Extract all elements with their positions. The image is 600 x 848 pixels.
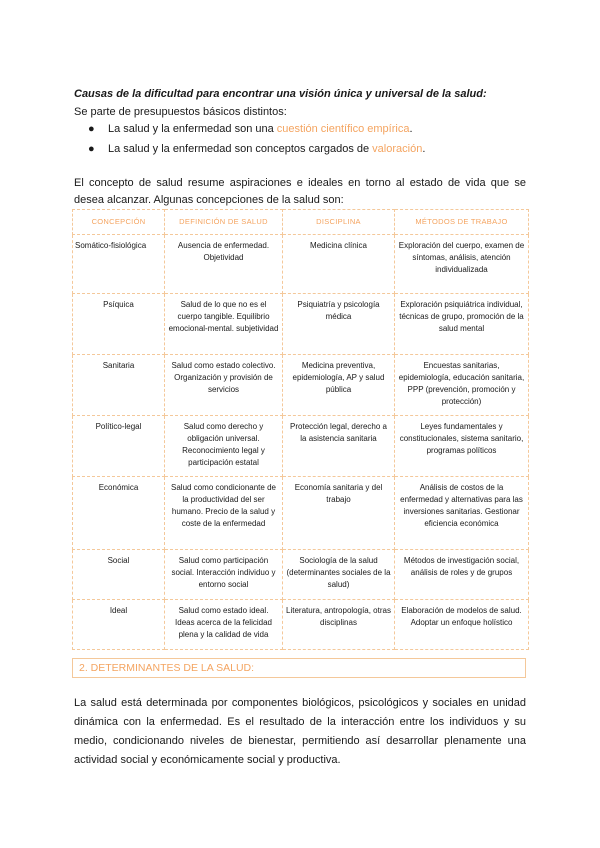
cell-metodos: Exploración psiquiátrica individual, técnicas de grupo, promoción de la salud mental (395, 294, 529, 355)
determinants-paragraph: La salud está determinada por componentes biológicos, psicológicos y sociales en unidad dinámica con la enfermedad. Es el resultado de la interacción entre los individuos y su medio, condicionando niveles de bienestar, permitiendo así desarrollar plenamente una actividad social y económicamente social y productiva. (74, 697, 526, 766)
conceptions-table (72, 209, 529, 650)
highlight-term: cuestión científico empírica (276, 123, 410, 135)
cell-disciplina: Protección legal, derecho a la asistencia sanitaria (283, 416, 395, 477)
cell-metodos: Métodos de investigación social, análisis de roles y de grupos (395, 550, 529, 600)
table-header-row (73, 210, 529, 235)
bullet-item (74, 143, 425, 163)
cell-concepcion: Psíquica (73, 294, 165, 355)
table-row (73, 355, 529, 416)
cell-definicion: Salud como derecho y obligación universal. Reconocimiento legal y participación estatal (165, 416, 283, 477)
intro-title: Causas de la dificultad para encontrar una visión única y universal de la salud: (74, 88, 487, 100)
cell-concepcion: Político-legal (73, 416, 165, 477)
cell-metodos: Exploración del cuerpo, examen de síntomas, análisis, atención individualizada (395, 235, 529, 294)
cell-definicion: Salud como condicionante de la productividad del ser humano. Precio de la salud y coste de la enfermedad (165, 477, 283, 550)
cell-definicion: Salud como estado ideal. Ideas acerca de la felicidad plena y la calidad de vida (165, 600, 283, 650)
table-row (73, 550, 529, 600)
cell-definicion: Salud como participación social. Interacción individuo y entorno social (165, 550, 283, 600)
cell-concepcion: Social (73, 550, 165, 600)
cell-concepcion: Ideal (73, 600, 165, 650)
bullet-icon: ● (88, 123, 95, 135)
header-disciplina: DISCIPLINA (283, 210, 395, 235)
section-heading-box (72, 658, 526, 678)
cell-concepcion: Somático-fisiológica (73, 235, 165, 294)
bullet-text: La salud y la enfermedad son una (108, 123, 277, 135)
cell-definicion: Salud de lo que no es el cuerpo tangible. Equilibrio emocional-mental. subjetividad (165, 294, 283, 355)
header-definicion: DEFINICIÓN DE SALUD (165, 210, 283, 235)
cell-disciplina: Medicina clínica (283, 235, 395, 294)
table-row (73, 600, 529, 650)
cell-disciplina: Psiquiatría y psicología médica (283, 294, 395, 355)
cell-disciplina: Literatura, antropología, otras disciplinas (283, 600, 395, 650)
header-concepcion: CONCEPCIÓN (73, 210, 165, 235)
cell-metodos: Leyes fundamentales y constitucionales, sistema sanitario, programas políticos (395, 416, 529, 477)
cell-disciplina: Medicina preventiva, epidemiología, AP y salud pública (283, 355, 395, 416)
cell-disciplina: Sociología de la salud (determinantes sociales de la salud) (283, 550, 395, 600)
bullet-icon: ● (88, 143, 95, 155)
bullet-list (74, 123, 425, 163)
table-row (73, 477, 529, 550)
concept-paragraph: El concepto de salud resume aspiraciones e ideales en torno al estado de vida que se desea alcanzar. Algunas concepciones de la salud son: (74, 177, 526, 206)
intro-line: Se parte de presupuestos básicos distintos: (74, 106, 287, 118)
section-heading: 2. DETERMINANTES DE LA SALUD: (79, 662, 255, 674)
table-row (73, 294, 529, 355)
cell-concepcion: Sanitaria (73, 355, 165, 416)
cell-metodos: Encuestas sanitarias, epidemiología, educación sanitaria, PPP (prevención, promoción y protección) (395, 355, 529, 416)
header-metodos: MÉTODOS DE TRABAJO (395, 210, 529, 235)
cell-disciplina: Economía sanitaria y del trabajo (283, 477, 395, 550)
cell-metodos: Elaboración de modelos de salud. Adoptar un enfoque holístico (395, 600, 529, 650)
highlight-term: valoración (372, 143, 423, 155)
table-row (73, 416, 529, 477)
bullet-text: La salud y la enfermedad son conceptos cargados de (108, 143, 373, 155)
bullet-end: . (409, 123, 413, 135)
cell-metodos: Análisis de costos de la enfermedad y alternativas para las inversiones sanitarias. Gestionar eficiencia económica (395, 477, 529, 550)
table-row (73, 235, 529, 294)
cell-concepcion: Económica (73, 477, 165, 550)
bullet-item (74, 123, 425, 143)
cell-definicion: Ausencia de enfermedad. Objetividad (165, 235, 283, 294)
bullet-end: . (422, 143, 426, 155)
cell-definicion: Salud como estado colectivo. Organización y provisión de servicios (165, 355, 283, 416)
